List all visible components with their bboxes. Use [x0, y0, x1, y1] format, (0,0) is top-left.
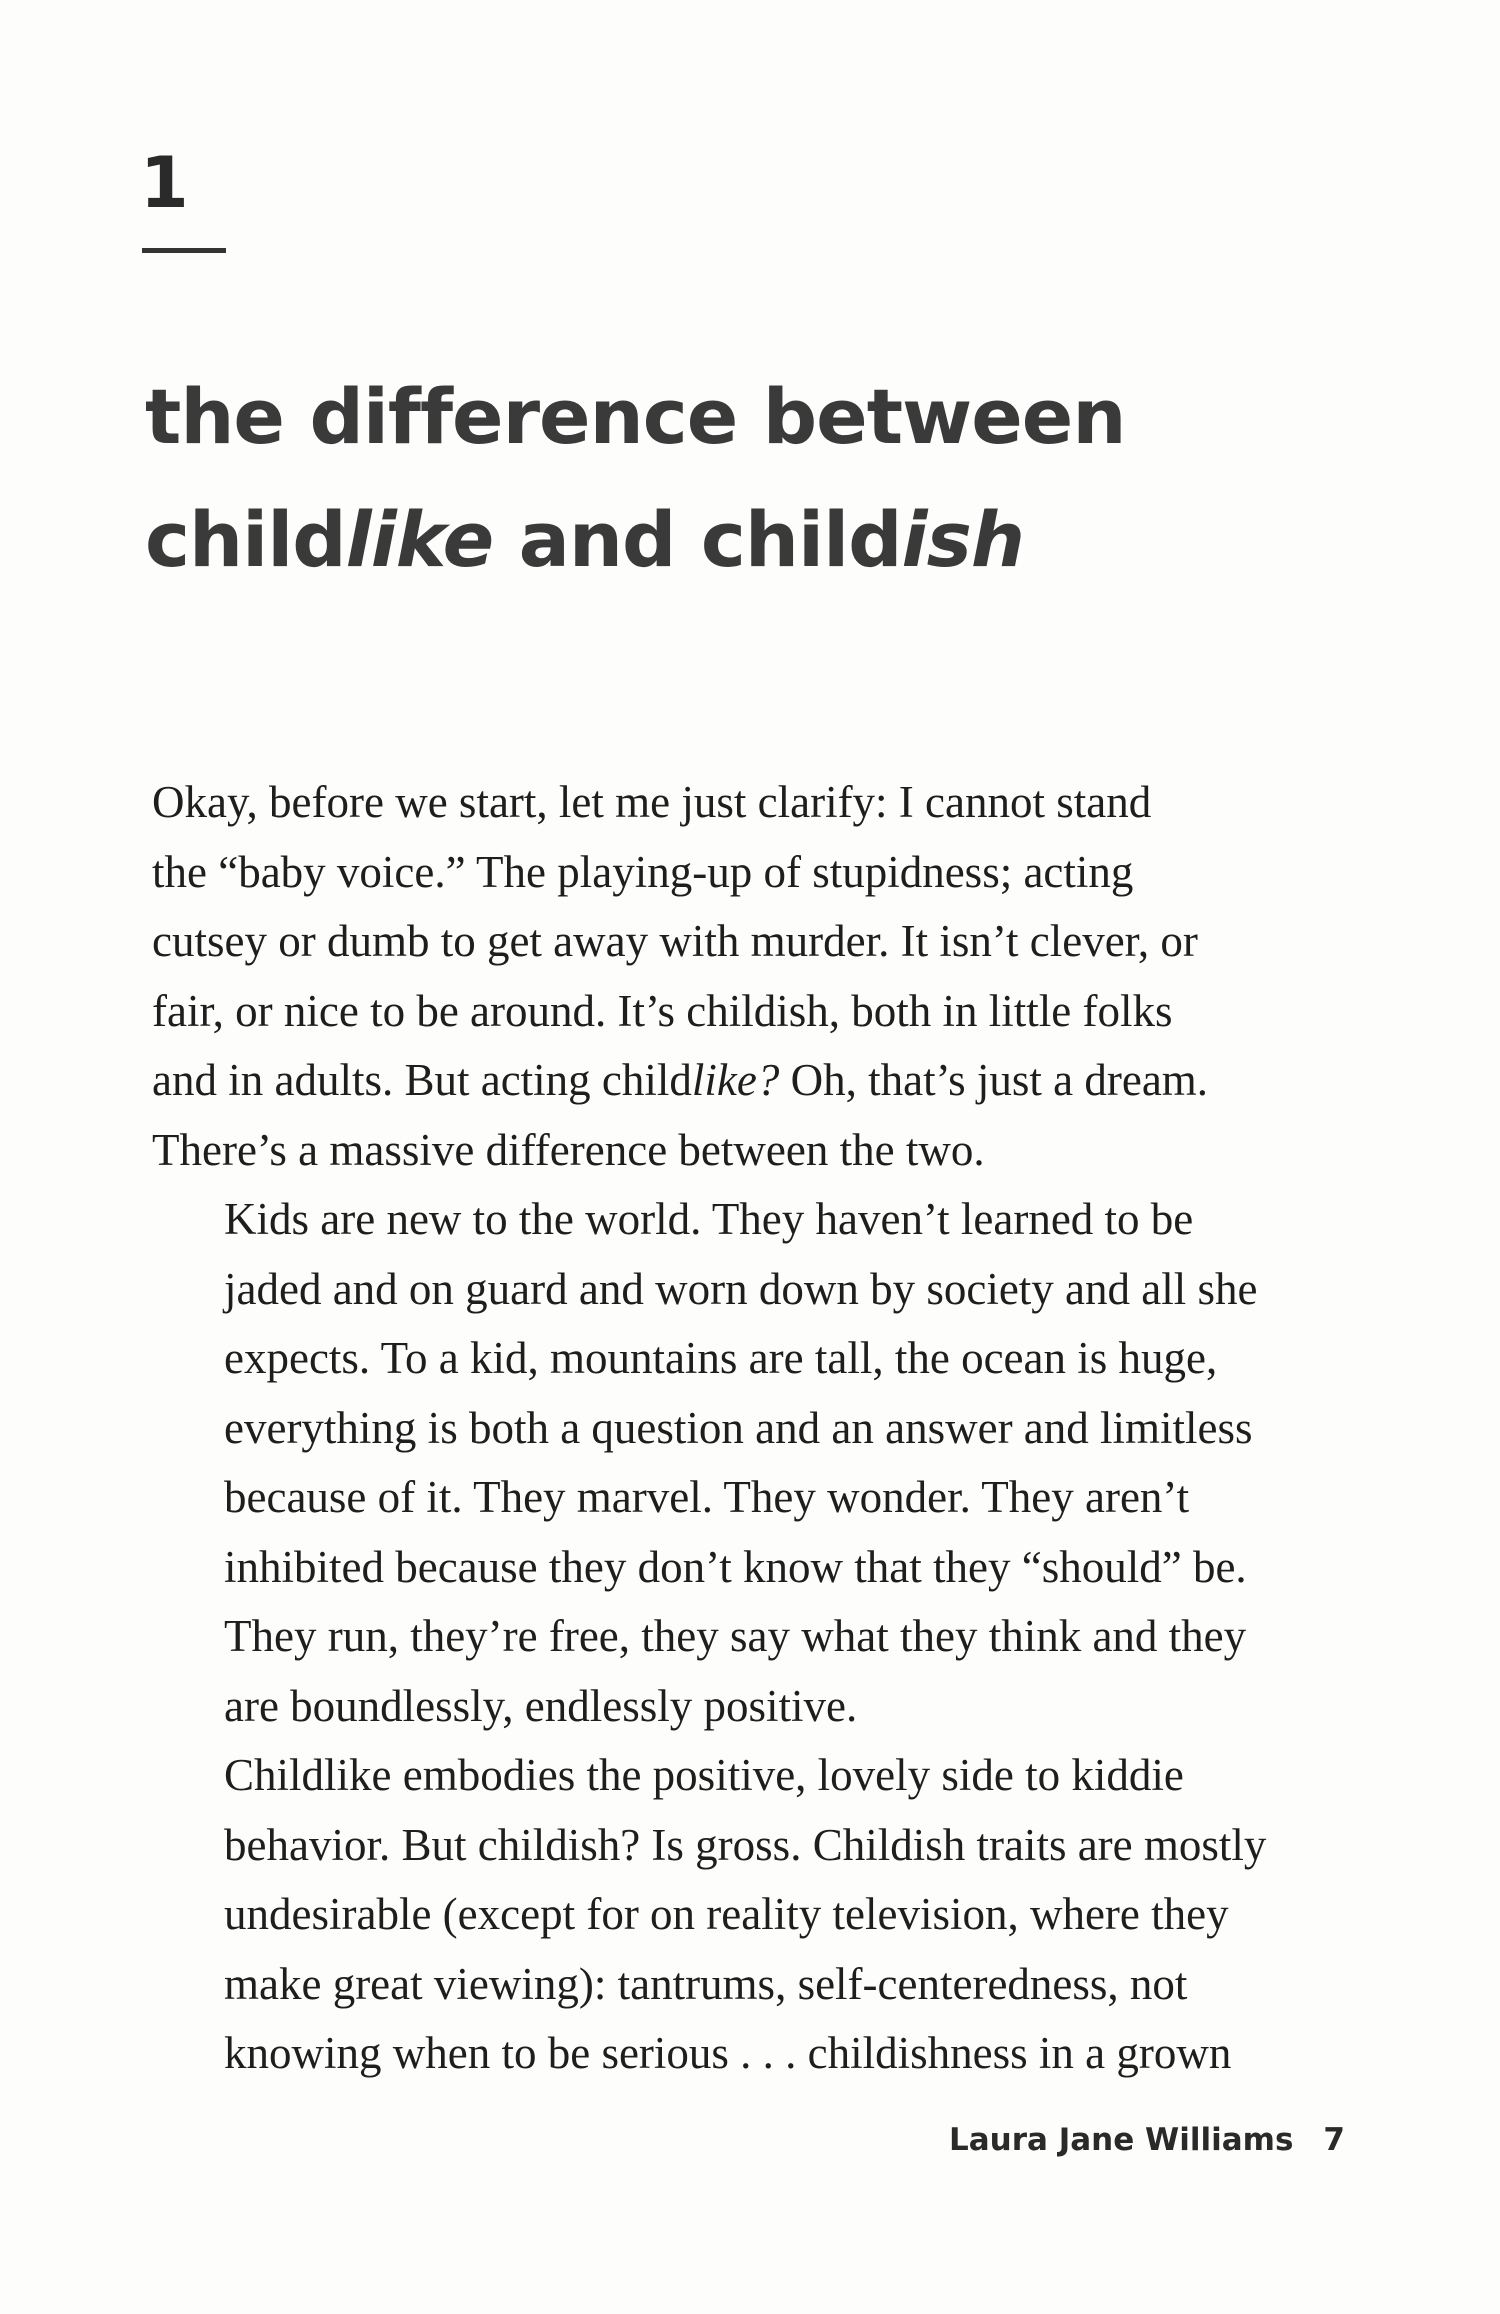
text-line: undesirable (except for on reality television, where they	[224, 1889, 1229, 1939]
body-text	[152, 768, 1352, 2089]
text-segment: Oh, that’s just a dream.	[779, 1055, 1209, 1105]
emphasis-like: like?	[691, 1055, 780, 1105]
text-line: jaded and on guard and worn down by society and all she	[224, 1263, 1258, 1314]
title-word-and-child: and child	[493, 495, 902, 584]
paragraph-2	[152, 1185, 1352, 1741]
text-line: are boundlessly, endlessly positive.	[224, 1680, 858, 1731]
text-line	[152, 1046, 1352, 1116]
text-line: knowing when to be serious . . . childishness in a grown	[224, 2028, 1232, 2078]
chapter-title	[145, 355, 1125, 601]
text-line: Kids are new to the world. They haven’t learned to be	[224, 1194, 1194, 1244]
title-emphasis-ish: ish	[901, 495, 1024, 584]
text-line: the “baby voice.” The playing-up of stupidness; acting	[152, 846, 1134, 897]
page-number: 7	[1323, 2122, 1345, 2158]
text-line: fair, or nice to be around. It’s childish, both in little folks	[152, 985, 1173, 1036]
author-name: Laura Jane Williams	[948, 2122, 1294, 2158]
text-line: because of it. They marvel. They wonder. They aren’t	[224, 1472, 1190, 1522]
chapter-number: 1	[140, 142, 189, 224]
text-line: Childlike embodies the positive, lovely side to kiddie	[224, 1750, 1184, 1800]
title-emphasis-like: like	[345, 495, 494, 584]
text-line: expects. To a kid, mountains are tall, the ocean is huge,	[224, 1333, 1218, 1383]
title-word-child: child	[145, 495, 346, 584]
chapter-title-line-1: the difference between	[145, 372, 1126, 461]
running-footer	[949, 2122, 1345, 2158]
text-line: behavior. But childish? Is gross. Childish traits are mostly	[224, 1819, 1267, 1870]
text-line: make great viewing): tantrums, self-centeredness, not	[224, 1958, 1188, 2009]
text-line: Okay, before we start, let me just clarify: I cannot stand	[152, 777, 1152, 827]
chapter-title-line-2	[145, 478, 1125, 601]
text-segment: and in adults. But acting child	[152, 1055, 692, 1105]
paragraph-1	[152, 768, 1352, 1185]
text-line: everything is both a question and an answer and limitless	[224, 1402, 1253, 1453]
chapter-number-underline	[142, 248, 226, 253]
text-line: They run, they’re free, they say what they think and they	[224, 1611, 1247, 1661]
paragraph-3	[152, 1741, 1352, 2089]
text-line: inhibited because they don’t know that they “should” be.	[224, 1541, 1247, 1592]
text-line: cutsey or dumb to get away with murder. It isn’t clever, or	[152, 916, 1198, 966]
text-line: There’s a massive difference between the two.	[152, 1124, 985, 1175]
